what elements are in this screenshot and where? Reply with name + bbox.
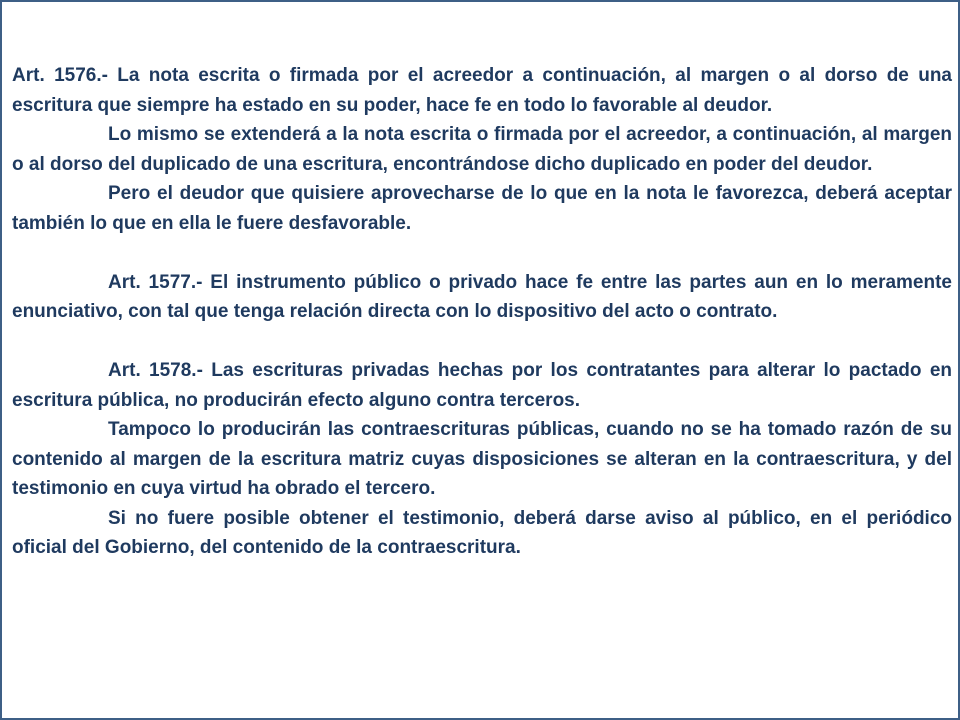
paragraph-text: Si no fuere posible obtener el testimonio, deberá darse aviso al público, en el periódico oficial del Gobierno, del contenido de la contraescritura. xyxy=(12,507,952,558)
paragraph-art-1576-debtor xyxy=(12,179,952,238)
paragraph-text: La nota escrita o firmada por el acreedor a continuación, al margen o al dorso de una escritura que siempre ha estado en su poder, hace fe en todo lo favorable al deudor. xyxy=(12,65,952,116)
paragraph-art-1578-notice xyxy=(12,504,952,563)
paragraph-art-1577 xyxy=(12,268,952,327)
document-body xyxy=(12,61,952,563)
paragraph-art-1578 xyxy=(12,356,952,415)
paragraph-art-1576-duplicate xyxy=(12,120,952,179)
article-number: Art. 1577.- xyxy=(108,271,203,293)
paragraph-spacer xyxy=(12,238,952,268)
paragraph-art-1578-public xyxy=(12,415,952,504)
paragraph-spacer xyxy=(12,327,952,357)
article-number: Art. 1576.- xyxy=(12,65,108,86)
paragraph-text: Las escrituras privadas hechas por los contratantes para alterar lo pactado en escritura pública, no producirán efecto alguno contra terceros. xyxy=(12,360,952,411)
paragraph-text: Tampoco lo producirán las contraescrituras públicas, cuando no se ha tomado razón de su contenido al margen de la escritura matriz cuyas disposiciones se alteran en la contraescritura, y del testimonio en cuya virtud ha obrado el tercero. xyxy=(12,419,952,499)
paragraph-text: El instrumento público o privado hace fe entre las partes aun en lo meramente enunciativo, con tal que tenga relación directa con lo dispositivo del acto o contrato. xyxy=(12,271,952,322)
article-number: Art. 1578.- xyxy=(108,360,203,381)
paragraph-text: Lo mismo se extenderá a la nota escrita o firmada por el acreedor, a continuación, al margen o al dorso del duplicado de una escritura, encontrándose dicho duplicado en poder del deudor. xyxy=(12,124,952,175)
paragraph-art-1576 xyxy=(12,61,952,120)
paragraph-text: Pero el deudor que quisiere aprovecharse de lo que en la nota le favorezca, deberá aceptar también lo que en ella le fuere desfavorable. xyxy=(12,183,952,234)
